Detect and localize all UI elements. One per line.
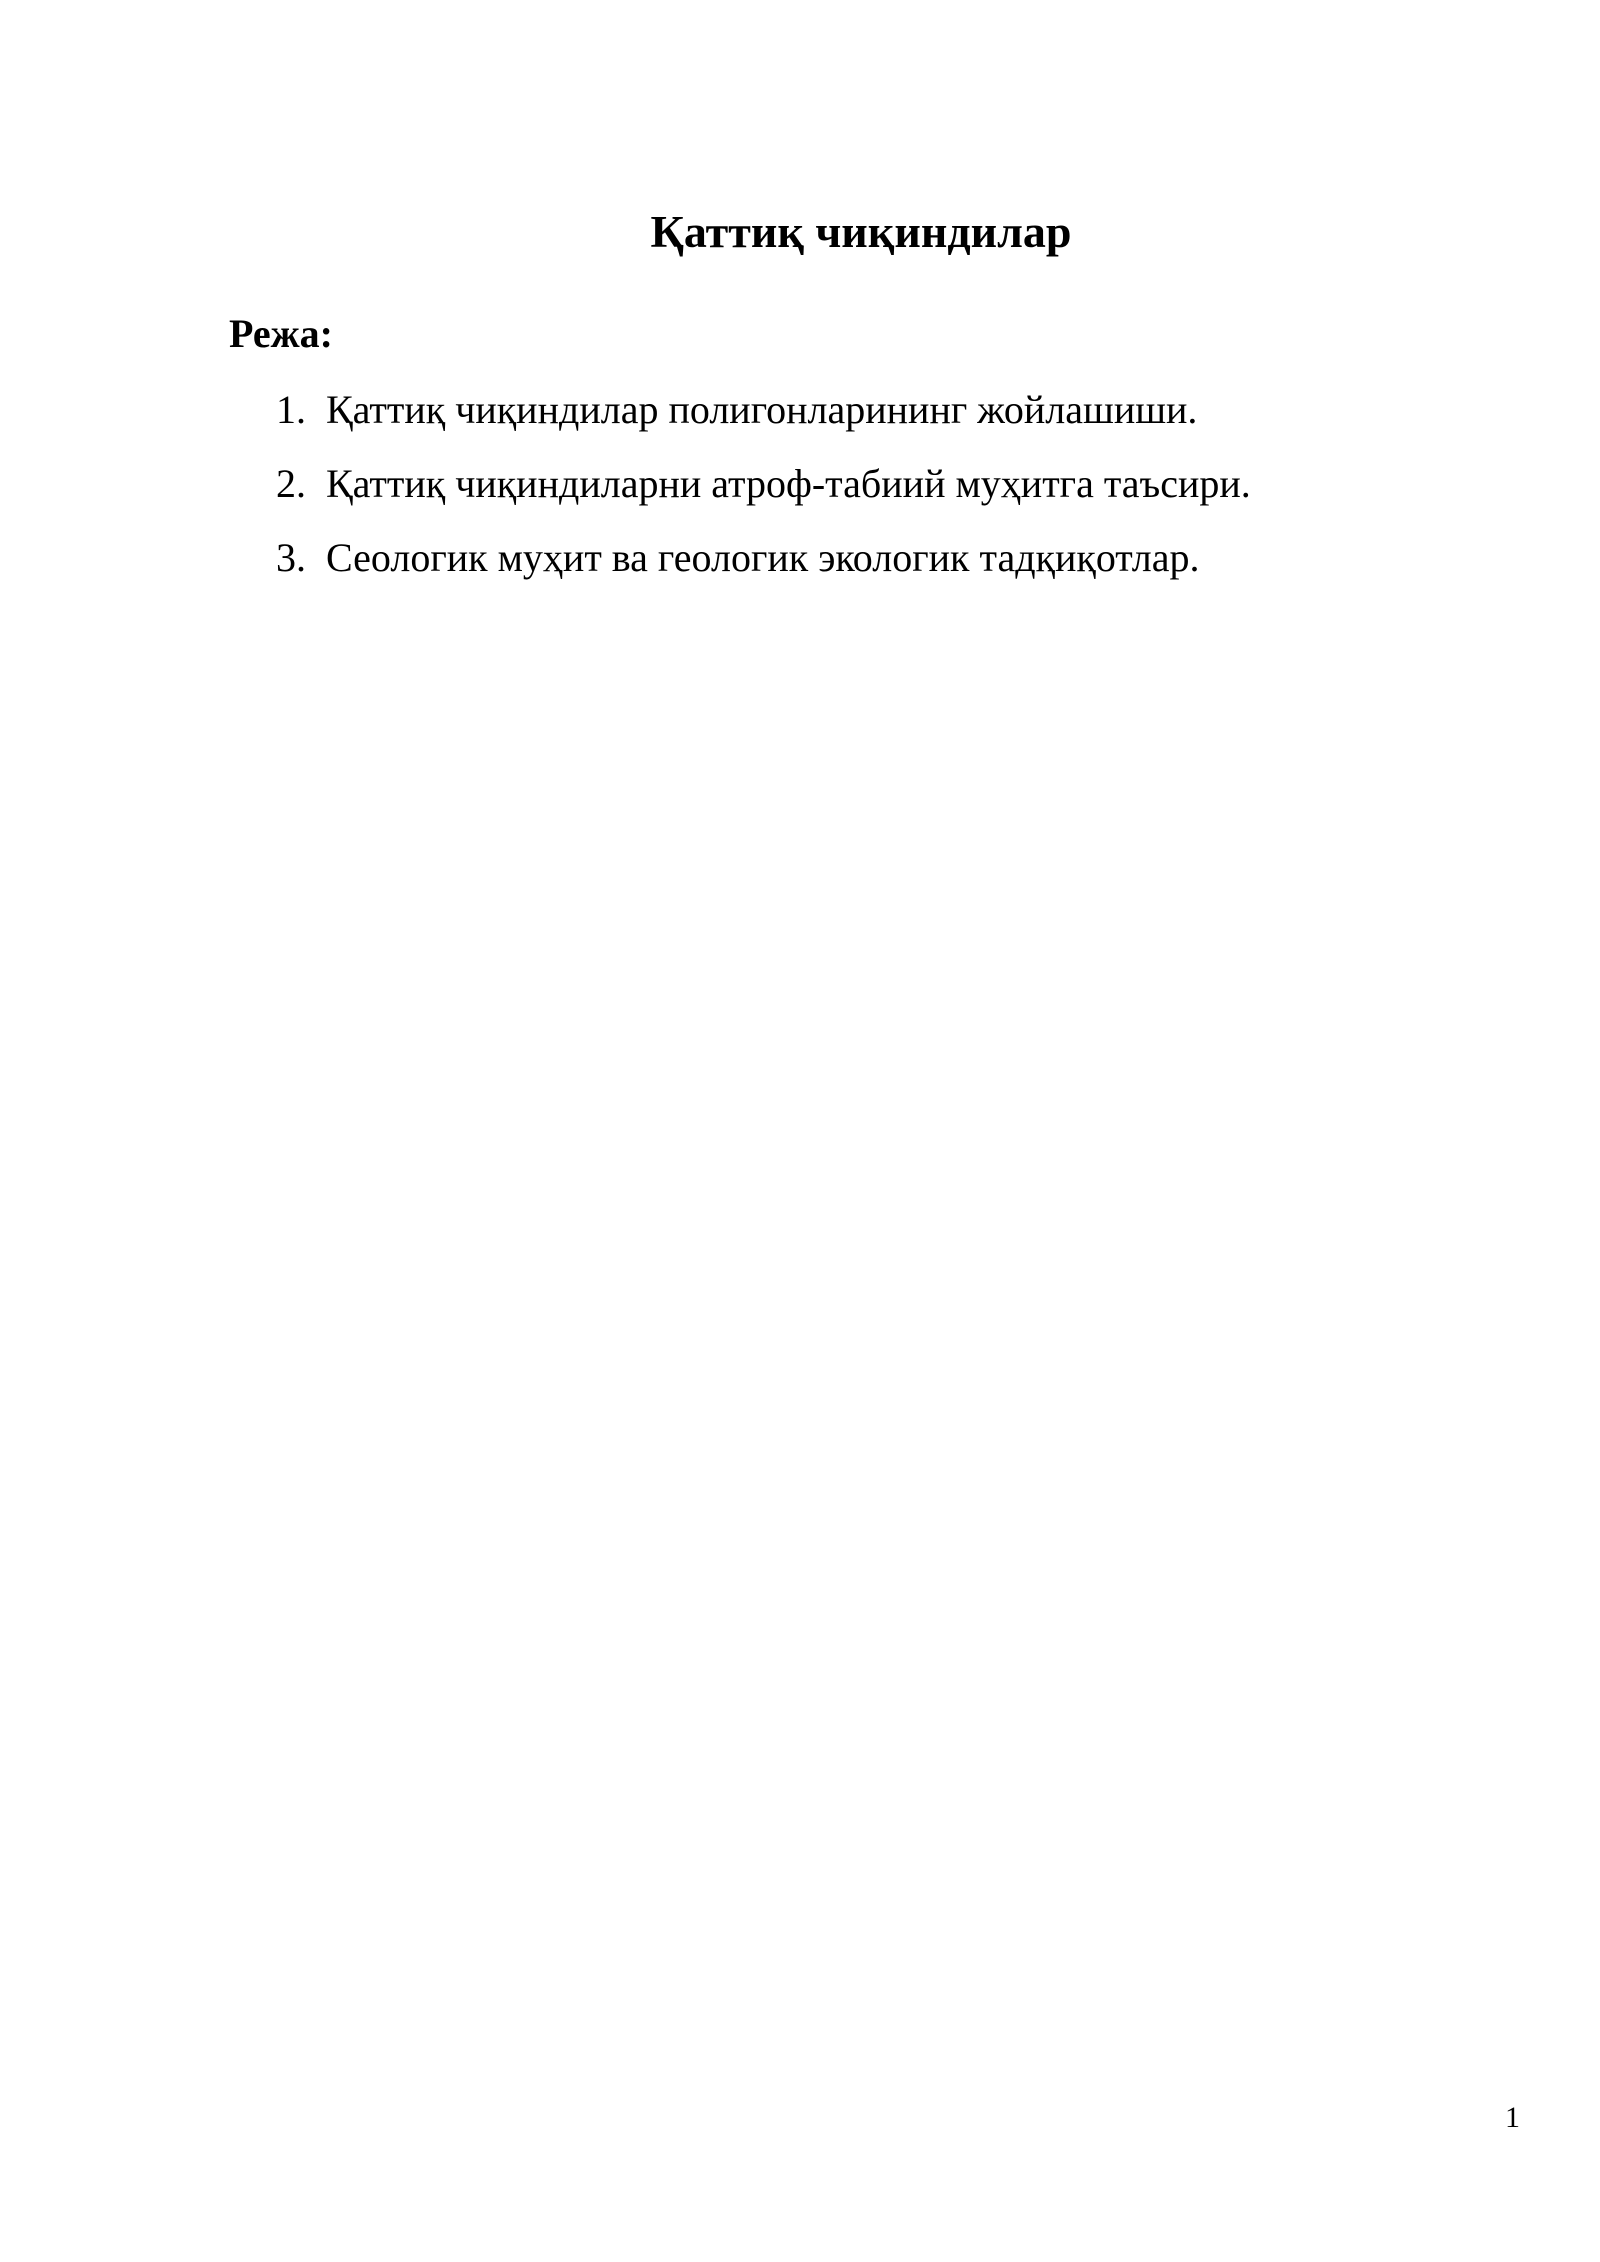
list-item-text: Қаттиқ чиқиндиларни атроф-табиий муҳитга таъсири. xyxy=(326,461,1251,506)
page-title: Қаттиқ чиқиндилар xyxy=(650,206,1072,257)
list-item-text: Сеологик муҳит ва геологик экологик тадқиқотлар. xyxy=(326,535,1200,580)
list-item-number: 2. xyxy=(276,461,306,506)
page-number: 1 xyxy=(1505,2101,1520,2134)
list-item-number: 3. xyxy=(276,535,306,580)
list-item-text: Қаттиқ чиқиндилар полигонларининг жойлашиши. xyxy=(326,387,1198,432)
list-item-number: 1. xyxy=(276,387,306,432)
plan-heading: Режа: xyxy=(229,311,333,356)
